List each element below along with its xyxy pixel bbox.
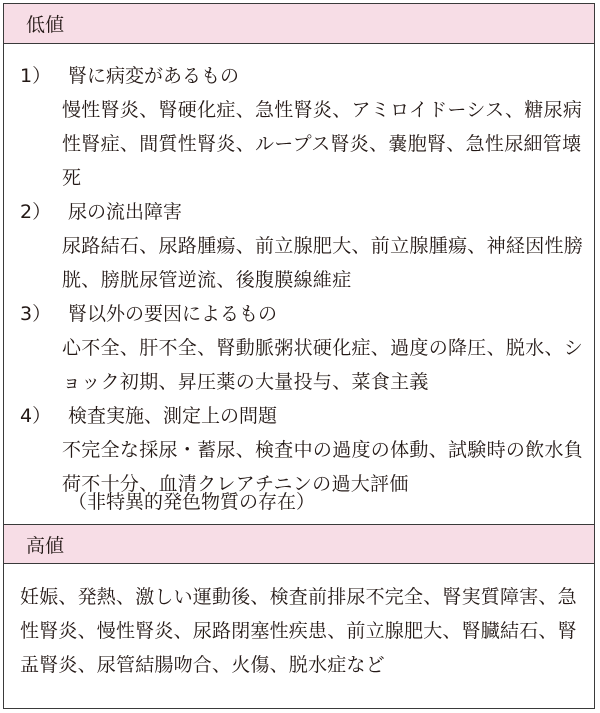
reference-table — [3, 3, 595, 709]
low-item-1-number: 1） — [20, 65, 52, 87]
low-item-2-title: 尿の流出障害 — [68, 201, 183, 223]
low-item-3-heading — [20, 297, 277, 331]
high-value-header — [4, 524, 594, 564]
low-item-4-title: 検査実施、測定上の問題 — [68, 405, 278, 427]
low-item-4-number: 4） — [20, 405, 52, 427]
low-item-1-body: 慢性腎炎、腎硬化症、急性腎炎、アミロイドーシス、糖尿病性腎症、間質性腎炎、ループス腎炎、嚢胞腎、急性尿細管壊死 — [62, 99, 583, 189]
low-item-4-body: 不完全な採尿・蓄尿、検査中の過度の体動、試験時の飲水負荷不十分、血清クレアチニンの過大評価 — [62, 439, 584, 495]
high-value-body: 妊娠、発熱、激しい運動後、検査前排尿不完全、腎実質障害、急性腎炎、慢性腎炎、尿路閉塞性疾患、前立腺肥大、腎臓結石、腎盂腎炎、尿管結腸吻合、火傷、脱水症など — [20, 586, 577, 676]
low-item-2-body: 尿路結石、尿路腫瘍、前立腺肥大、前立腺腫瘍、神経因性膀胱、膀胱尿管逆流、後腹膜線維症 — [62, 235, 584, 291]
low-value-section — [4, 45, 594, 524]
low-item-2-heading — [20, 195, 182, 229]
low-item-3-number: 3） — [20, 303, 52, 325]
low-item-1-title: 腎に病変があるもの — [68, 65, 240, 87]
low-item-3-title: 腎以外の要因によるもの — [68, 303, 278, 325]
low-item-4-note: （非特異的発色物質の存在） — [68, 491, 316, 513]
low-value-title: 低値 — [26, 14, 65, 36]
high-value-title: 高値 — [26, 534, 65, 557]
low-item-1-heading — [20, 59, 239, 93]
low-value-header — [4, 4, 594, 44]
low-item-3-body: 心不全、肝不全、腎動脈粥状硬化症、過度の降圧、脱水、ショック初期、昇圧薬の大量投与、菜食主義 — [62, 337, 584, 393]
low-item-4-heading — [20, 399, 277, 433]
low-item-2-number: 2） — [20, 201, 52, 223]
